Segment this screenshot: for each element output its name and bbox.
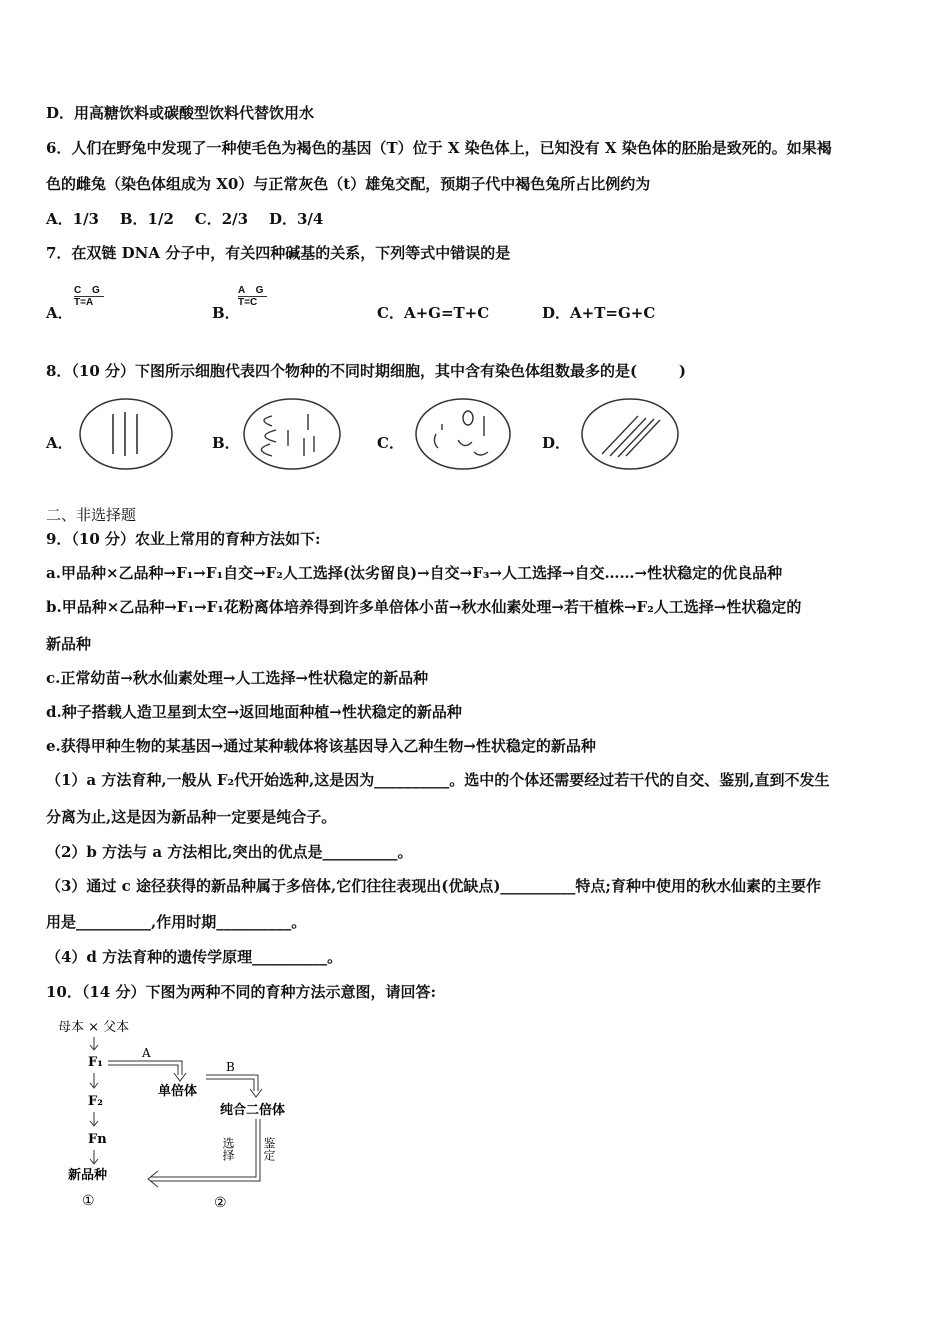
q7-a-numerator: C G	[74, 285, 104, 296]
diagram-f1-label: F₁	[88, 1055, 103, 1070]
q9-method-b-line1: b.甲品种×乙品种→F₁→F₁花粉离体培养得到许多单倍体小苗→秋水仙素处理→若干植株→F₂人工选择→性状稳定的	[46, 598, 802, 616]
q8-option-d-label: D．	[542, 434, 571, 452]
q9-sub2: （2）b 方法与 a 方法相比,突出的优点是__________。	[46, 843, 413, 861]
q7-b-numerator: A G	[238, 285, 268, 296]
diagram-marker-2: ②	[214, 1195, 227, 1211]
q9-sub1-line1: （1）a 方法育种,一般从 F₂代开始选种,这是因为__________。选中的个体还需要经过若干代的自交、鉴别,直到不发生	[46, 771, 830, 789]
diagram-parents-label: 母本 × 父本	[58, 1020, 130, 1035]
q8-cell-d-diagram	[580, 396, 680, 472]
q9-sub3-line1: （3）通过 c 途径获得的新品种属于多倍体,它们往往表现出(优缺点)__________特点;育种中使用的秋水仙素的主要作	[46, 877, 821, 895]
diagram-select-label: 选择	[221, 1137, 235, 1161]
q10-breeding-diagram	[50, 1015, 310, 1220]
diagram-new-variety-label: 新品种	[68, 1168, 108, 1183]
diagram-fn-label: Fn	[88, 1132, 107, 1147]
q10-stem: 10．（14 分）下图为两种不同的育种方法示意图，请回答:	[46, 983, 437, 1001]
q8-option-c-label: C．	[377, 434, 404, 452]
q5-option-d: D．用高糖饮料或碳酸型饮料代替饮用水	[46, 104, 315, 122]
q9-method-c: c.正常幼苗→秋水仙素处理→人工选择→性状稳定的新品种	[46, 669, 429, 687]
diagram-haploid-label: 单倍体	[158, 1084, 198, 1099]
q8-cell-b-diagram	[242, 396, 342, 472]
q7-a-denominator: T=A	[74, 296, 104, 308]
q9-sub3-line2: 用是__________,作用时期__________。	[46, 913, 307, 931]
section-2-heading: 二、非选择题	[46, 506, 137, 524]
q9-method-d: d.种子搭载人造卫星到太空→返回地面种植→性状稳定的新品种	[46, 703, 462, 721]
q8-option-b-label: B．	[212, 434, 240, 452]
q9-method-b-line2: 新品种	[46, 635, 92, 653]
q8-stem: 8．（10 分）下图所示细胞代表四个物种的不同时期细胞，其中含有染色体组数最多的是( )	[46, 362, 687, 380]
q7-option-b-fraction	[238, 285, 267, 308]
q7-option-a-label: A．	[46, 304, 73, 322]
q9-sub1-line2: 分离为止,这是因为新品种一定要是纯合子。	[46, 808, 337, 826]
q7-stem: 7．在双链 DNA 分子中，有关四种碱基的关系，下列等式中错误的是	[46, 244, 511, 262]
q9-sub4: （4）d 方法育种的遗传学原理__________。	[46, 948, 343, 966]
diagram-path-b-label: B	[226, 1060, 235, 1074]
q7-option-d: D．A+T=G+C	[542, 304, 656, 322]
q8-cell-c-diagram	[414, 396, 512, 472]
q8-cell-a-diagram	[78, 396, 174, 472]
q6-options: A．1/3 B．1/2 C．2/3 D．3/4	[46, 210, 324, 228]
q9-method-a: a.甲品种×乙品种→F₁→F₁自交→F₂人工选择(汰劣留良)→自交→F₃→人工选择→自交……→性状稳定的优良品种	[46, 564, 783, 582]
q7-option-a-fraction	[74, 285, 104, 308]
q6-stem-line1: 6．人们在野兔中发现了一种使毛色为褐色的基因（T）位于 X 染色体上，已知没有 X 染色体的胚胎是致死的。如果褐	[46, 139, 832, 157]
diagram-path-a-label: A	[142, 1046, 151, 1060]
diagram-f2-label: F₂	[88, 1094, 103, 1109]
q9-stem: 9．（10 分）农业上常用的育种方法如下:	[46, 530, 321, 548]
diagram-identify-label: 鉴定	[262, 1137, 276, 1161]
q6-stem-line2: 色的雌兔（染色体组成为 X0）与正常灰色（t）雄兔交配，预期子代中褐色兔所占比例约为	[46, 175, 651, 193]
q8-option-a-label: A．	[46, 434, 73, 452]
diagram-marker-1: ①	[82, 1193, 95, 1209]
q7-option-c: C．A+G=T+C	[377, 304, 490, 322]
diagram-homozygous-diploid-label: 纯合二倍体	[220, 1103, 286, 1118]
q9-method-e: e.获得甲种生物的某基因→通过某种载体将该基因导入乙种生物→性状稳定的新品种	[46, 737, 596, 755]
q7-b-denominator: T=C	[238, 296, 267, 308]
q7-option-b-label: B．	[212, 304, 240, 322]
